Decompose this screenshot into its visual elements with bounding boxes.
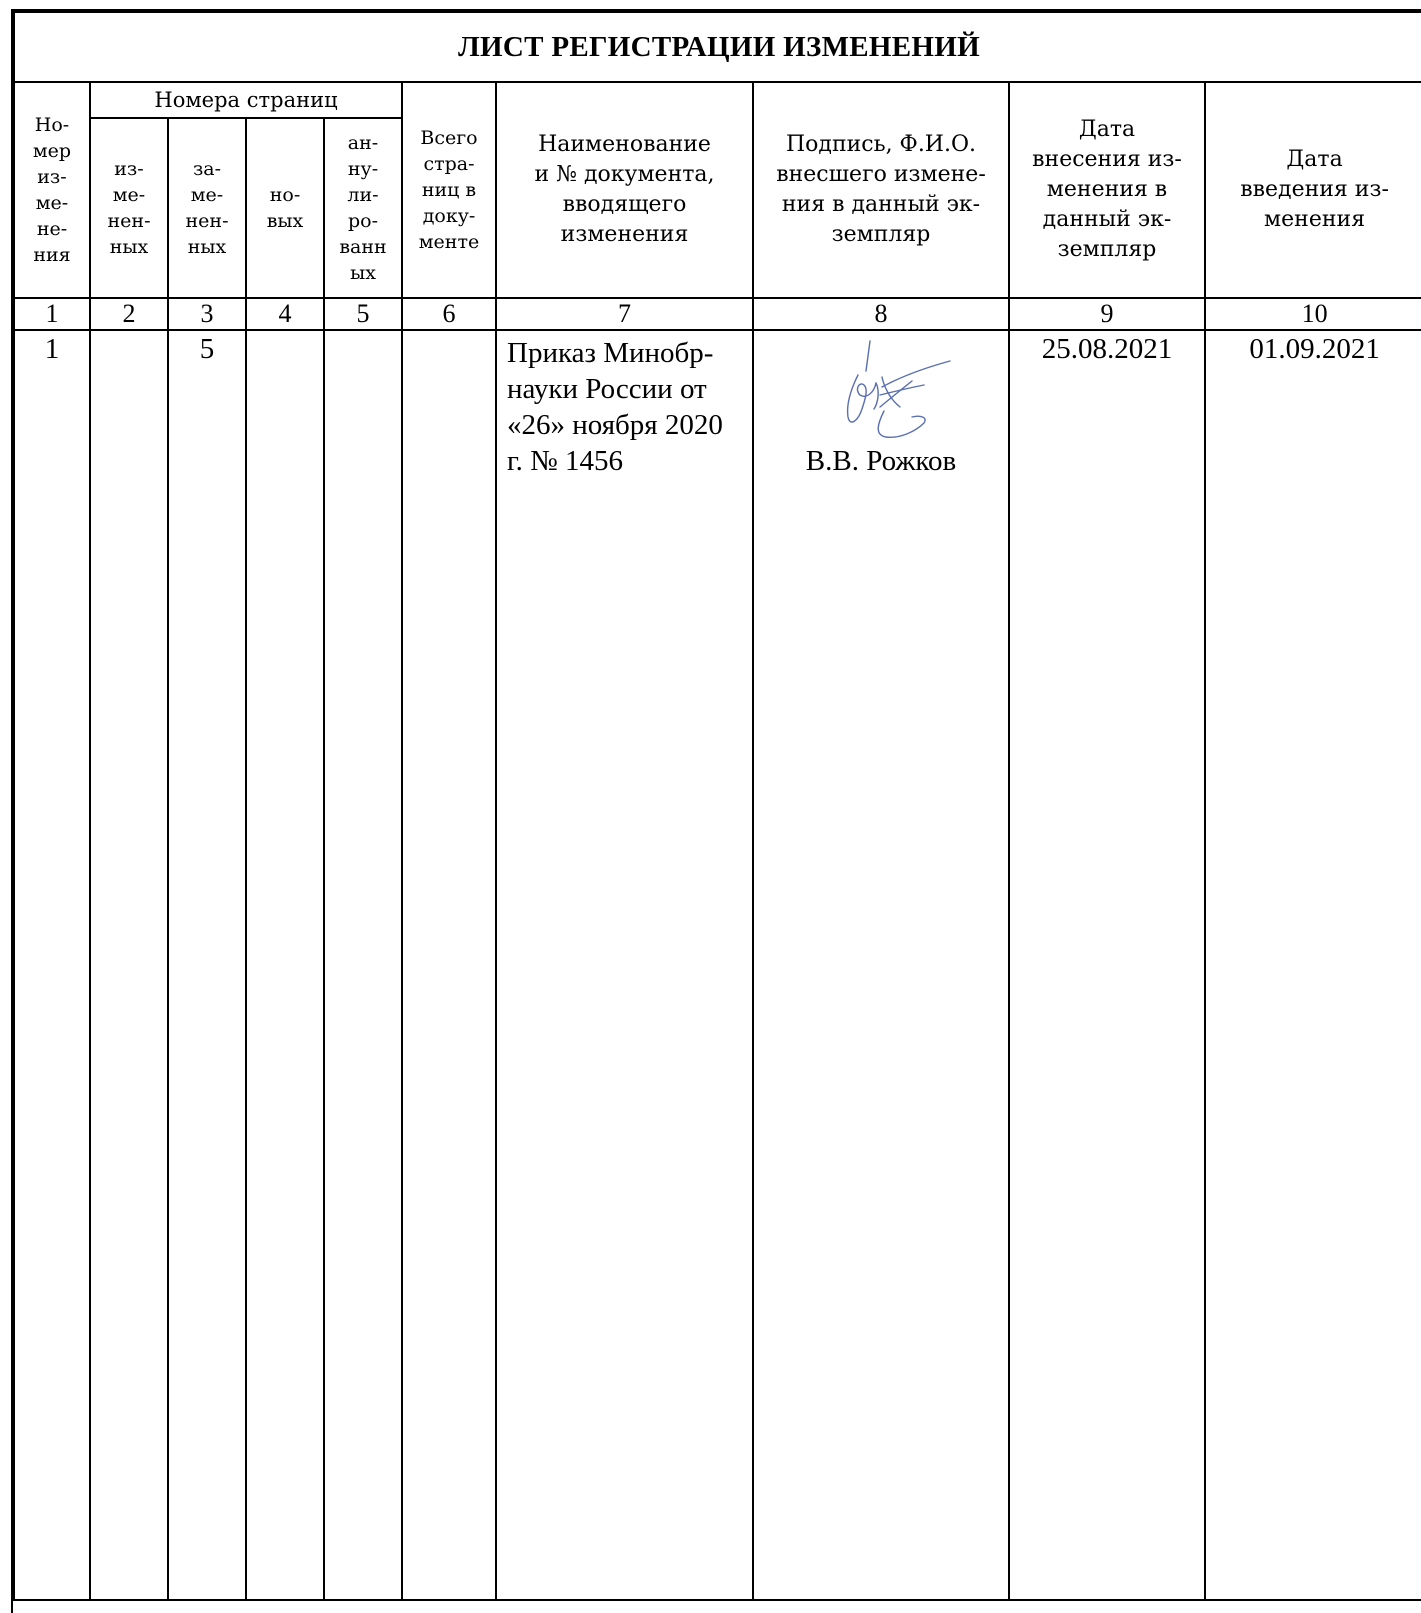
header-annulled: ан- ну- ли- ро- ванн ых: [324, 118, 402, 298]
cell-replaced: 5: [168, 330, 246, 1600]
column-number: 7: [496, 298, 753, 330]
column-number: 4: [246, 298, 324, 330]
header-doc-name: Наименование и № документа, вводящего изменения: [496, 82, 753, 298]
header-changed: из- ме- нен- ных: [90, 118, 168, 298]
cell-changed: [90, 330, 168, 1600]
cell-new: [246, 330, 324, 1600]
header-replaced: за- ме- нен- ных: [168, 118, 246, 298]
change-registration-sheet: [11, 9, 1421, 1613]
table-row: [14, 330, 1421, 1600]
column-number: 1: [14, 298, 90, 330]
header-change-number: Но- мер из- ме- не- ния: [14, 82, 90, 298]
header-date-entered: Дата внесения из- менения в данный эк- земпляр: [1009, 82, 1205, 298]
header-date-introduced: Дата введения из- менения: [1205, 82, 1421, 298]
column-number: 10: [1205, 298, 1421, 330]
page-title: ЛИСТ РЕГИСТРАЦИИ ИЗМЕНЕНИЙ: [14, 12, 1421, 82]
header-page-numbers-group: Номера страниц: [90, 82, 402, 118]
cell-date-introduced: 01.09.2021: [1205, 330, 1421, 1600]
column-number: 2: [90, 298, 168, 330]
column-number: 9: [1009, 298, 1205, 330]
cell-signature: [753, 330, 1009, 1600]
header-signature: Подпись, Ф.И.О. внесшего измене- ния в данный эк- земпляр: [753, 82, 1009, 298]
signature-name: В.В. Рожков: [805, 445, 957, 477]
change-registration-table: [13, 11, 1421, 1601]
header-total-pages: Всего стра- ниц в доку- менте: [402, 82, 496, 298]
signature-image: [824, 337, 954, 447]
column-number: 3: [168, 298, 246, 330]
cell-doc-name: Приказ Минобр- науки России от «26» ноября 2020 г. № 1456: [496, 330, 753, 1600]
cell-annulled: [324, 330, 402, 1600]
column-number: 5: [324, 298, 402, 330]
cell-change-number: 1: [14, 330, 90, 1600]
column-number-row: [14, 298, 1421, 330]
cell-total-pages: [402, 330, 496, 1600]
cell-date-entered: 25.08.2021: [1009, 330, 1205, 1600]
header-new: но- вых: [246, 118, 324, 298]
column-number: 6: [402, 298, 496, 330]
column-number: 8: [753, 298, 1009, 330]
